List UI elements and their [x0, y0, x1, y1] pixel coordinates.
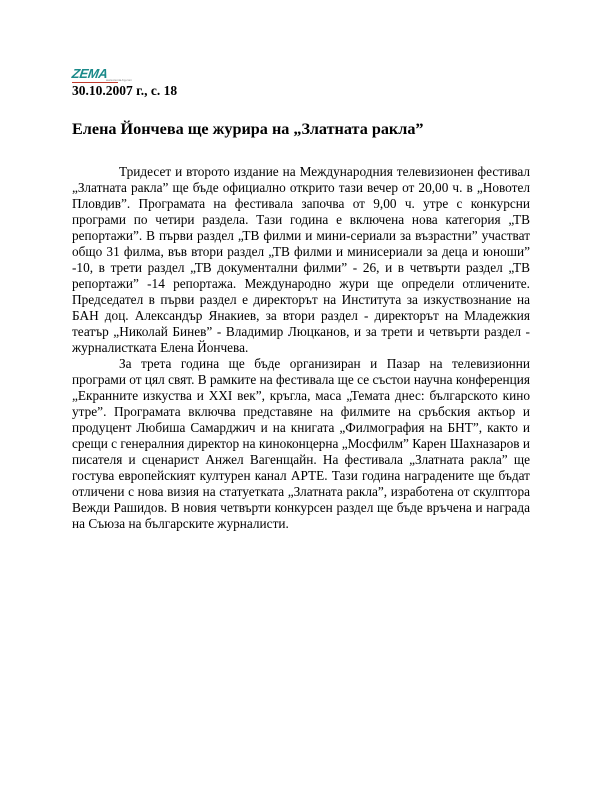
article-paragraph: Тридесет и второто издание на Международния телевизионен фестивал „Златната ракла” ще бъде официално открито тази вечер от 20,00 ч. в „Новотел Пловдив”. Програмата на фестивала започва от 9,00 ч. утре с конкурсни програми по четири раздела. Тази година е включена нова категория „ТВ репортажи”. В първи раздел „ТВ филми и мини-сериали за възрастни” участват общо 31 филма, във втори раздел „ТВ филми и минисериали за деца и юноши” -10, в трети раздел „ТВ документални филми” - 26, и в четвърти раздел „ТВ репортажи” -14 репортажа. Международно жури ще определи отличените. Председател в първи раздел е директорът на Института за изкуствознание на БАН доц. Александър Янакиев, за втори раздел - директорът на Младежкия театър „Николай Бинев” - Владимир Люцканов, и за трети и четвърти раздел - журналистката Елена Йончева. [72, 164, 530, 355]
article-body [72, 164, 530, 532]
article-paragraph: За трета година ще бъде организиран и Пазар на телевизионни програми от цял свят. В рамките на фестивала ще се състои научна конференция „Екранните изкуства и XXI век”, кръгла, маса „Темата днес: българското кино утре”. Програмата включва представяне на филмите на сръбския актьор и продуцент Любиша Самарджич и на книгата „Филмография на БНТ”, както и срещи с генералния директор на киноконцерна „Мосфилм” Карен Шахназаров и писателя и сценарист Анжел Вагенщайн. На фестивала „Златната ракла” ще гостува европейският културен канал АРТЕ. Тази година наградените ще бъдат отличени с нова визия на статуетката „Златната ракла”, изработена от скулптора Вежди Рашидов. В новия четвърти конкурсен раздел ще бъде връчена и награда на Съюза на българските журналисти. [72, 356, 530, 531]
logo-tagline: www.zemia-bg.com [106, 78, 133, 82]
date-and-page: 30.10.2007 г., с. 18 [72, 83, 178, 98]
logo-text: ZEMA [70, 66, 109, 81]
article-title: Елена Йончева ще журира на „Златната ракла” [72, 120, 424, 138]
